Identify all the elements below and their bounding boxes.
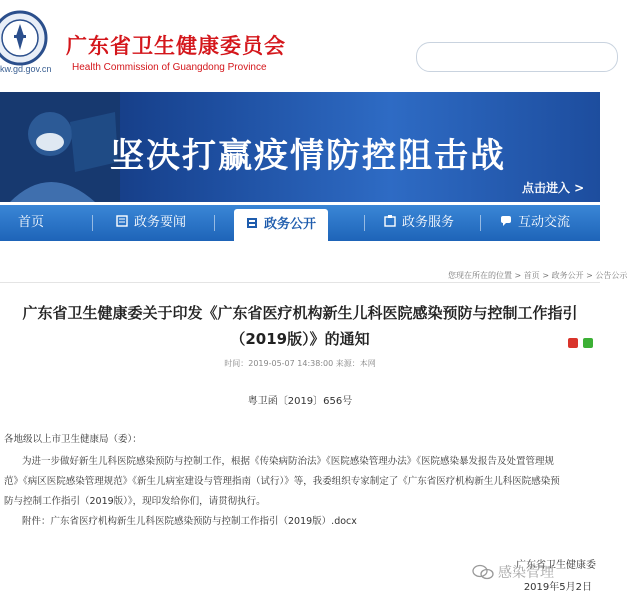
search-input[interactable] <box>416 42 618 72</box>
article-title <box>10 300 590 352</box>
service-icon <box>384 215 396 227</box>
article-title-line: （2019版）》的通知 <box>230 330 370 348</box>
body-paragraph: 防与控制工作指引（2019版）》，现印发给你们，请贯彻执行。 <box>4 496 266 507</box>
signature-date: 2019年5月2日 <box>523 582 592 593</box>
wechat-share-icon[interactable] <box>583 338 593 348</box>
document-number: 粤卫函〔2019〕656号 <box>247 396 353 407</box>
news-icon <box>116 215 128 227</box>
nav-item-service[interactable] <box>384 205 454 241</box>
nav-item-home[interactable] <box>18 205 44 241</box>
banner-slogan: 坚决打赢疫情防控阻击战 <box>110 136 506 176</box>
emblem-logo-icon[interactable] <box>0 10 48 66</box>
watermark-text: 感染管理 <box>498 565 554 581</box>
nav-item-label: 首页 <box>18 215 45 230</box>
article-meta: 时间：2019-05-07 14:38:00 来源：本网 <box>224 359 376 368</box>
chat-icon <box>500 215 512 227</box>
site-subtitle: Health Commission of Guangdong Province <box>72 62 267 73</box>
salutation: 各地级以上市卫生健康局（委）： <box>4 434 142 445</box>
main-nav <box>0 205 600 241</box>
wechat-watermark-icon <box>472 564 494 580</box>
weibo-share-icon[interactable] <box>568 338 578 348</box>
nav-item-label: 政务服务 <box>402 215 455 230</box>
nav-item-label: 互动交流 <box>518 215 571 230</box>
nav-divider <box>480 215 481 231</box>
nav-item-label: 政务要闻 <box>134 215 187 230</box>
signature-org: 广东省卫生健康委 <box>516 560 596 571</box>
medical-worker-image <box>0 92 120 202</box>
attachment-link[interactable]: 附件：广东省医疗机构新生儿科医院感染预防与控制工作指引（2019版）.docx <box>22 516 357 527</box>
nav-item-news[interactable] <box>116 205 186 241</box>
body-paragraph: 为进一步做好新生儿科医院感染预防与控制工作，根据《传染病防治法》《医院感染管理办法》《医院感染暴发报告及处置管理规 <box>22 456 555 467</box>
nav-item-label: 政务公开 <box>263 217 316 232</box>
article-title-line: 广东省卫生健康委关于印发《广东省医疗机构新生儿科医院感染预防与控制工作指引 <box>22 304 578 322</box>
site-domain: kw.gd.gov.cn <box>0 64 52 74</box>
site-title[interactable]: 广东省卫生健康委员会 <box>66 34 286 58</box>
nav-divider <box>364 215 365 231</box>
nav-divider <box>214 215 215 231</box>
breadcrumb[interactable]: 您现在所在的位置 > 首页 > 政务公开 > 公告公示 <box>448 271 627 280</box>
open-gov-icon <box>246 217 258 229</box>
banner-enter-link[interactable]: 点击进入 > <box>522 181 585 195</box>
nav-item-open-gov[interactable] <box>234 209 328 241</box>
content-divider <box>0 282 600 283</box>
nav-divider <box>92 215 93 231</box>
body-paragraph: 范》《病区医院感染管理规范》《新生儿病室建设与管理指南（试行）》等，我委组织专家制定了《广东省医疗机构新生儿科医院感染预 <box>4 476 560 487</box>
site-header <box>0 0 600 92</box>
nav-item-interact[interactable] <box>500 205 570 241</box>
